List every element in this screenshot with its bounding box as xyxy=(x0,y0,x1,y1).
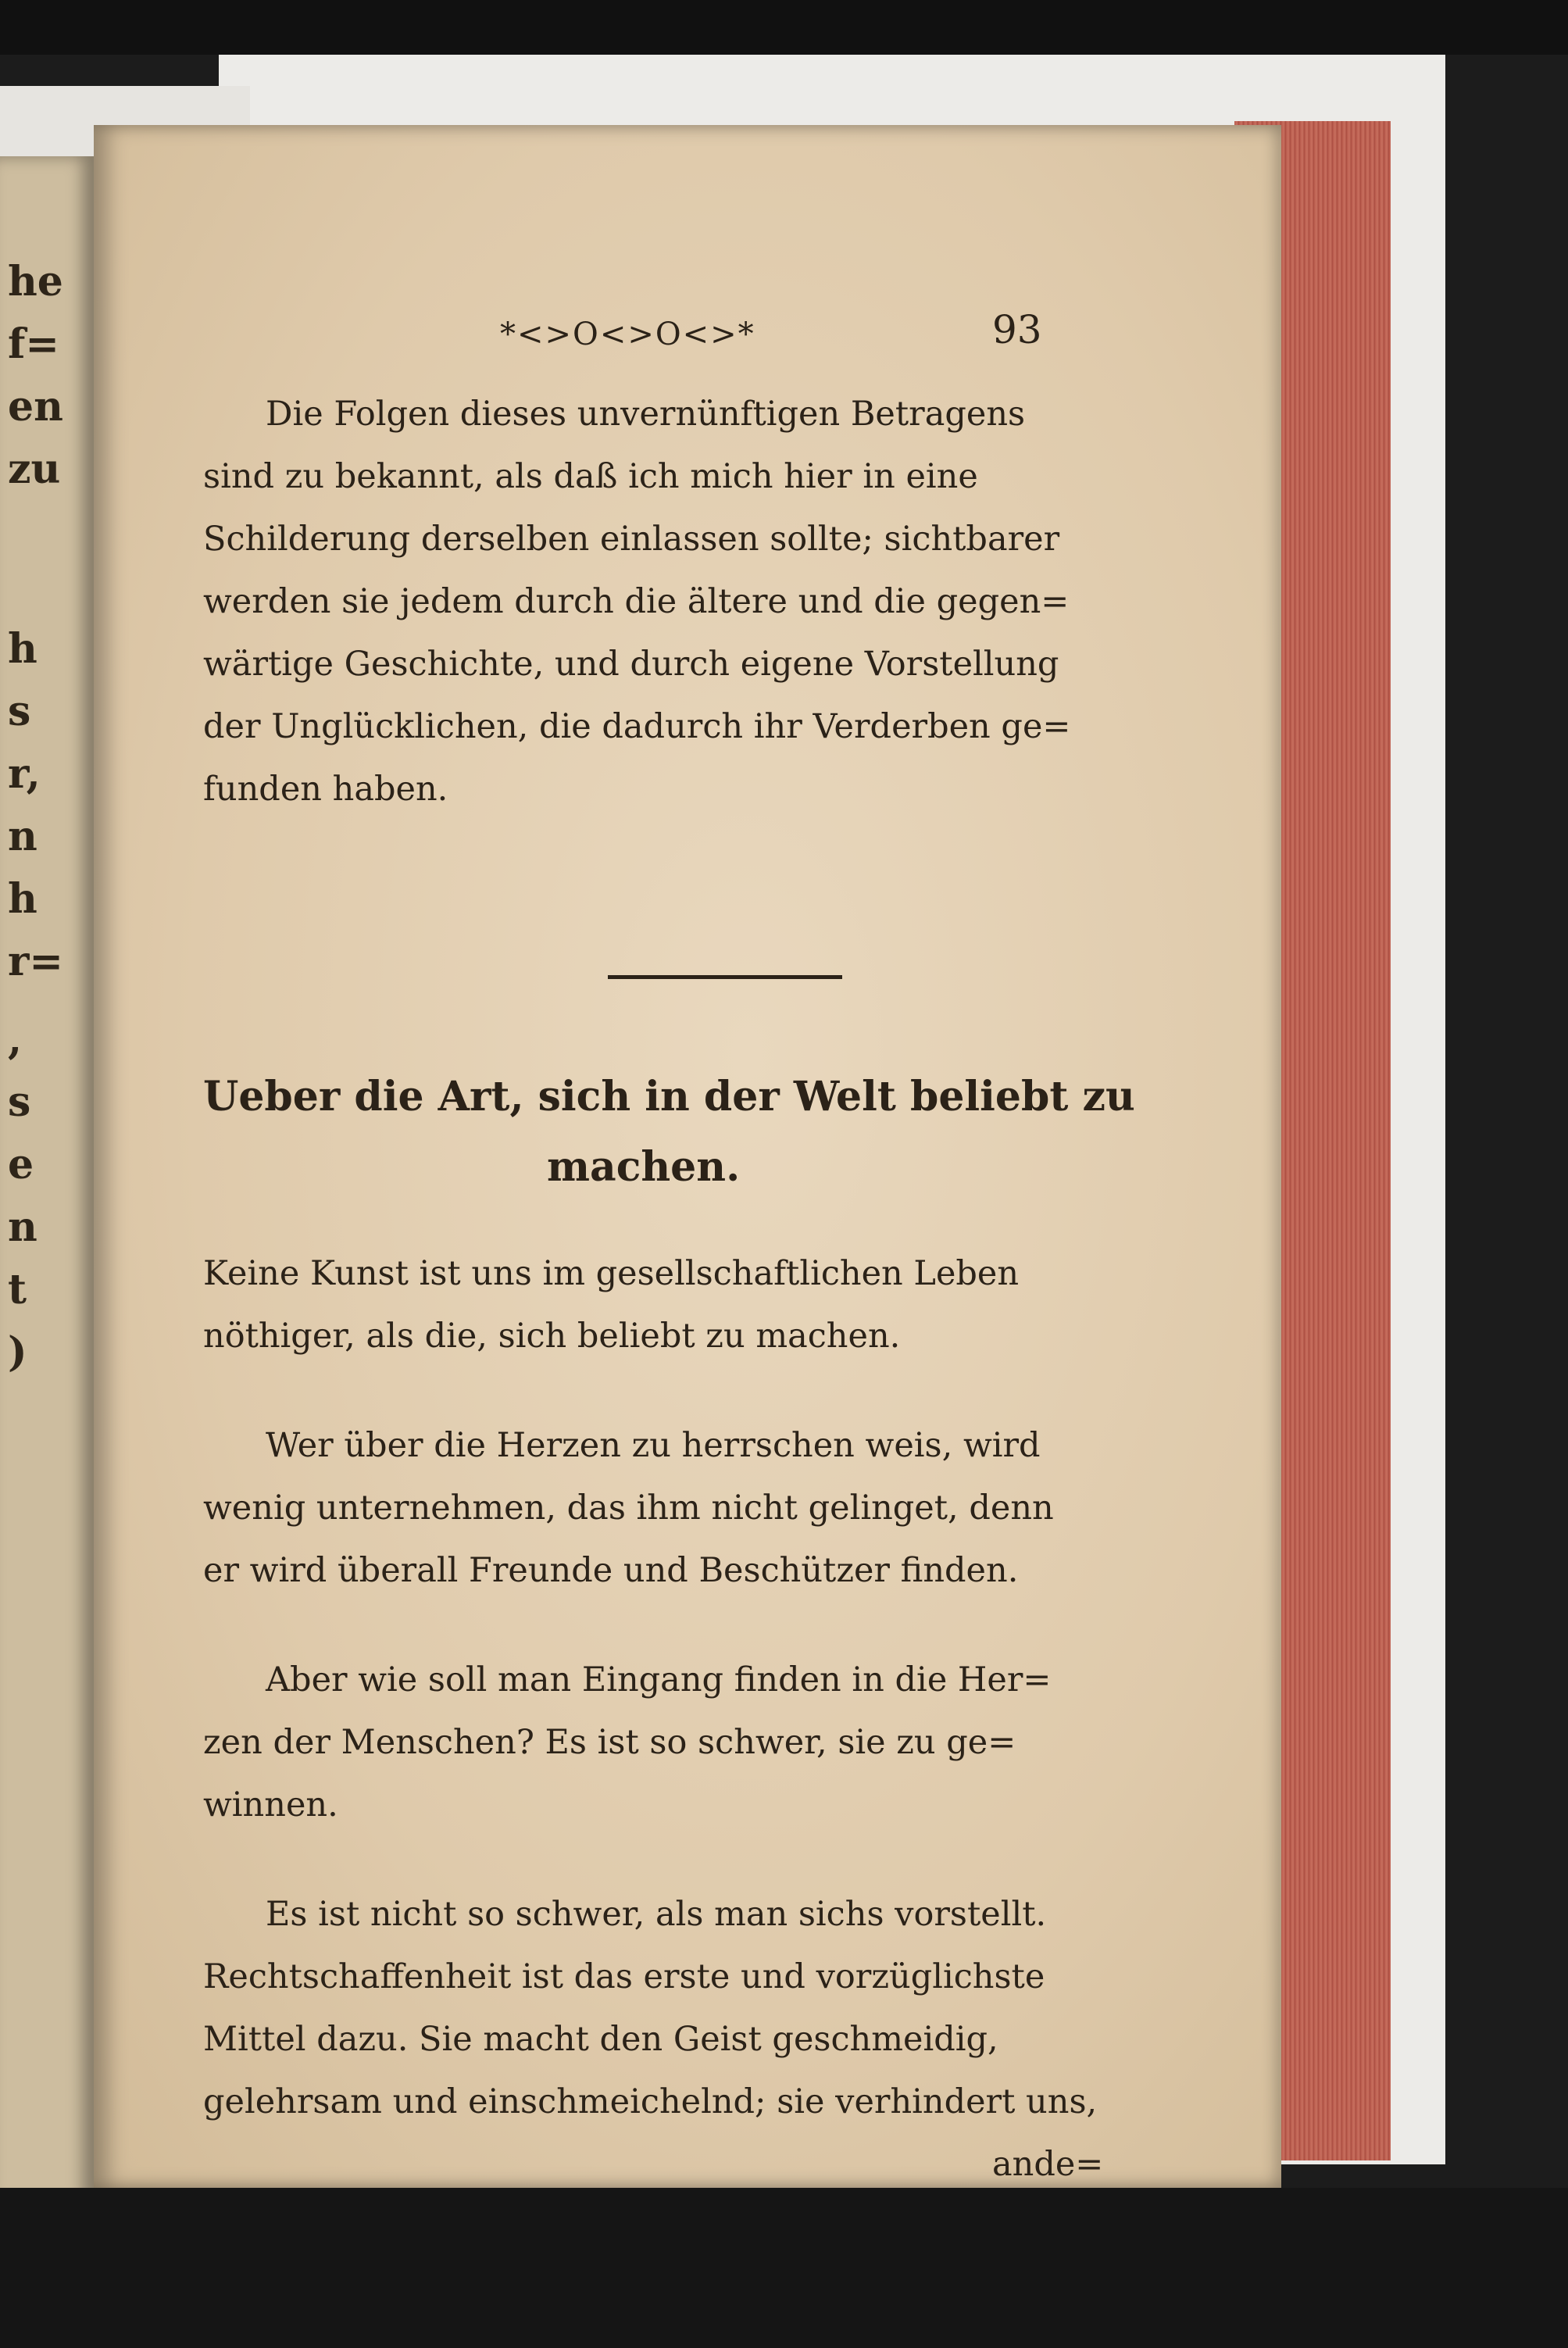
dark-backdrop-bottom xyxy=(0,2188,1568,2348)
text-line: Schilderung derselben einlassen sollte; sichtbarer xyxy=(203,520,1060,559)
left-page-text-fragment: h xyxy=(8,625,38,673)
text-line: Mittel dazu. Sie macht den Geist geschmeidig, xyxy=(203,2020,998,2059)
left-page-text-fragment: he xyxy=(8,258,63,306)
text-line: werden sie jedem durch die ältere und die gegen= xyxy=(203,582,1070,621)
text-line: funden haben. xyxy=(203,770,448,809)
left-page-text-fragment: n xyxy=(8,813,38,860)
text-line: Rechtschaffenheit ist das erste und vorzüglichste xyxy=(203,1957,1045,1996)
left-page-text-fragment: t xyxy=(8,1266,27,1313)
text-line: wenig unternehmen, das ihm nicht gelinget, denn xyxy=(203,1488,1054,1528)
left-page-edge xyxy=(0,156,94,2203)
left-page-text-fragment: f= xyxy=(8,320,59,368)
text-line: der Unglücklichen, die dadurch ihr Verderben ge= xyxy=(203,707,1071,746)
text-line: winnen. xyxy=(203,1785,338,1824)
left-page-text-fragment: ) xyxy=(8,1328,27,1376)
text-line: Aber wie soll man Eingang finden in die Her= xyxy=(266,1660,1052,1699)
section-heading-continued: machen. xyxy=(547,1143,741,1191)
left-page-text-fragment: , xyxy=(8,1016,23,1063)
left-page-text-fragment: s xyxy=(8,1078,31,1126)
text-line: er wird überall Freunde und Beschützer finden. xyxy=(203,1551,1019,1590)
left-page-text-fragment: r= xyxy=(8,938,63,985)
text-line: nöthiger, als die, sich beliebt zu machen. xyxy=(203,1317,901,1356)
left-page-text-fragment: s xyxy=(8,688,31,735)
left-page-text-fragment: h xyxy=(8,875,38,923)
text-line: Keine Kunst ist uns im gesellschaftlichen Leben xyxy=(203,1254,1020,1293)
left-page-text-fragment: r, xyxy=(8,750,41,798)
dark-backdrop xyxy=(0,0,1568,55)
book-page xyxy=(94,125,1281,2188)
left-page-text-fragment: en xyxy=(8,383,63,431)
text-line: zen der Menschen? Es ist so schwer, sie zu ge= xyxy=(203,1723,1016,1762)
catchword: ande= xyxy=(992,2145,1104,2184)
page-number: 93 xyxy=(992,307,1042,352)
section-heading: Ueber die Art, sich in der Welt beliebt zu xyxy=(203,1073,1135,1120)
text-line: wärtige Geschichte, und durch eigene Vorstellung xyxy=(203,645,1059,684)
left-page-text-fragment: zu xyxy=(8,445,61,493)
left-page-text-fragment: e xyxy=(8,1141,34,1188)
text-line: Die Folgen dieses unvernünftigen Betragens xyxy=(266,395,1026,434)
left-page-text-fragment: n xyxy=(8,1203,38,1251)
text-line: sind zu bekannt, als daß ich mich hier in eine xyxy=(203,457,978,496)
section-divider xyxy=(608,975,842,979)
header-ornament: *<>O<>O<>* xyxy=(500,316,755,352)
text-line: gelehrsam und einschmeichelnd; sie verhindert uns, xyxy=(203,2082,1098,2121)
text-line: Es ist nicht so schwer, als man sichs vorstellt. xyxy=(266,1895,1047,1934)
text-line: Wer über die Herzen zu herrschen weis, wird xyxy=(266,1426,1041,1465)
